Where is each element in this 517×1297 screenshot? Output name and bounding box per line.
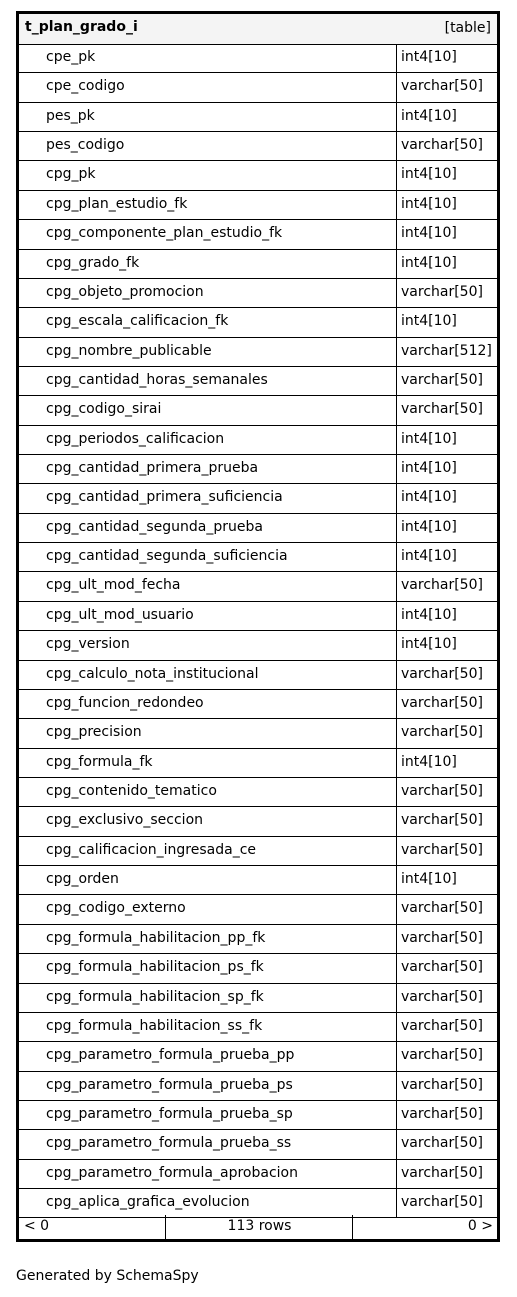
column-name: cpg_aplica_grafica_evolucion (46, 1194, 250, 1211)
column-type-cell (396, 1189, 497, 1217)
column-type: int4[10] (401, 107, 457, 124)
column-type: varchar[50] (401, 1105, 483, 1122)
column-type: varchar[50] (401, 694, 483, 711)
column-row (19, 44, 497, 73)
column-name: cpg_plan_estudio_fk (46, 195, 188, 212)
column-type-cell (396, 338, 497, 366)
column-type-cell (396, 1130, 497, 1158)
column-type-cell (396, 572, 497, 600)
column-row (19, 602, 497, 631)
column-row (19, 191, 497, 220)
column-type-cell (396, 103, 497, 131)
column-name: cpg_parametro_formula_prueba_sp (46, 1105, 293, 1122)
column-type-cell (396, 543, 497, 571)
column-type-cell (396, 161, 497, 189)
column-type: int4[10] (401, 753, 457, 770)
column-name: cpg_contenido_tematico (46, 783, 217, 799)
column-type: varchar[50] (401, 1164, 483, 1181)
column-type: varchar[50] (401, 724, 483, 741)
column-type-cell (396, 602, 497, 630)
column-name: pes_pk (46, 107, 95, 124)
column-type-cell (396, 690, 497, 718)
column-name: cpg_cantidad_segunda_suficiencia (46, 548, 288, 565)
column-row (19, 1189, 497, 1218)
column-name: cpg_exclusivo_seccion (46, 812, 204, 829)
column-name: cpg_codigo_sirai (46, 401, 162, 418)
column-type: varchar[50] (401, 1017, 483, 1034)
footer-children-count: 0 > (467, 1218, 493, 1234)
column-type: varchar[50] (401, 401, 483, 418)
column-type: varchar[50] (401, 812, 483, 829)
column-row (19, 895, 497, 924)
column-type-cell (396, 631, 497, 659)
column-row (19, 367, 497, 396)
column-type-cell (396, 807, 497, 835)
column-name: cpg_pk (46, 166, 96, 183)
column-name: cpg_nombre_publicable (46, 342, 212, 359)
column-type-cell (396, 455, 497, 483)
column-type: int4[10] (401, 225, 457, 242)
column-type-cell (396, 396, 497, 424)
column-type-cell (396, 954, 497, 982)
column-row (19, 514, 497, 543)
column-type: varchar[50] (401, 783, 483, 799)
table-node (16, 11, 500, 1242)
column-type: varchar[50] (401, 577, 483, 594)
column-name: cpg_formula_habilitacion_pp_fk (46, 929, 266, 946)
column-name: cpe_codigo (46, 78, 125, 95)
column-row (19, 1042, 497, 1071)
column-row (19, 396, 497, 425)
column-row (19, 279, 497, 308)
footer-parents-count: < 0 (24, 1218, 50, 1234)
column-type: int4[10] (401, 313, 457, 330)
column-row (19, 161, 497, 190)
column-row (19, 778, 497, 807)
column-type: varchar[50] (401, 988, 483, 1005)
column-name: cpg_periodos_calificacion (46, 430, 225, 447)
column-type-cell (396, 984, 497, 1012)
column-name: cpg_cantidad_segunda_prueba (46, 518, 263, 535)
column-type: int4[10] (401, 489, 457, 506)
column-type-cell (396, 1042, 497, 1070)
column-row (19, 543, 497, 572)
column-type: varchar[50] (401, 1047, 483, 1064)
column-row (19, 1013, 497, 1042)
column-type: varchar[50] (401, 841, 483, 858)
column-type: int4[10] (401, 195, 457, 212)
column-name: cpg_parametro_formula_aprobacion (46, 1164, 298, 1181)
column-type-cell (396, 837, 497, 865)
column-name: cpg_cantidad_horas_semanales (46, 371, 268, 388)
column-name: cpg_parametro_formula_prueba_ss (46, 1135, 292, 1152)
column-name: cpg_codigo_externo (46, 900, 186, 917)
column-type: varchar[50] (401, 137, 483, 154)
table-name: t_plan_grado_i (25, 19, 138, 35)
column-row (19, 749, 497, 778)
column-type: varchar[50] (401, 959, 483, 976)
column-name: cpg_ult_mod_usuario (46, 606, 194, 623)
column-type-cell (396, 1160, 497, 1188)
column-type-cell (396, 484, 497, 512)
column-row (19, 631, 497, 660)
footer-children-cell (353, 1215, 497, 1239)
column-type: varchar[50] (401, 1076, 483, 1093)
column-type: varchar[50] (401, 78, 483, 95)
column-row (19, 338, 497, 367)
column-type: int4[10] (401, 254, 457, 271)
column-row (19, 250, 497, 279)
column-row (19, 925, 497, 954)
column-name: pes_codigo (46, 137, 125, 154)
column-row (19, 484, 497, 513)
column-name: cpg_parametro_formula_prueba_ps (46, 1076, 293, 1093)
column-type-cell (396, 220, 497, 248)
column-row (19, 954, 497, 983)
column-row (19, 220, 497, 249)
table-kind: [table] (444, 20, 491, 36)
column-row (19, 1072, 497, 1101)
column-name: cpe_pk (46, 49, 96, 65)
column-row (19, 719, 497, 748)
column-type: int4[10] (401, 49, 457, 65)
column-row (19, 308, 497, 337)
column-row (19, 455, 497, 484)
column-row (19, 984, 497, 1013)
column-type: int4[10] (401, 871, 457, 888)
column-type: varchar[512] (401, 342, 492, 359)
column-row (19, 837, 497, 866)
column-row (19, 1101, 497, 1130)
column-type-cell (396, 367, 497, 395)
column-name: cpg_formula_habilitacion_ss_fk (46, 1017, 263, 1034)
column-name: cpg_version (46, 636, 130, 653)
column-type: int4[10] (401, 166, 457, 183)
column-type-cell (396, 778, 497, 806)
column-type: varchar[50] (401, 900, 483, 917)
column-row (19, 132, 497, 161)
column-row (19, 1160, 497, 1189)
column-row (19, 426, 497, 455)
column-name: cpg_precision (46, 724, 142, 741)
column-type-cell (396, 44, 497, 72)
column-name: cpg_formula_habilitacion_ps_fk (46, 959, 264, 976)
column-type: int4[10] (401, 518, 457, 535)
column-row (19, 866, 497, 895)
column-type-cell (396, 895, 497, 923)
column-type: varchar[50] (401, 1194, 483, 1211)
column-type: varchar[50] (401, 371, 483, 388)
column-name: cpg_parametro_formula_prueba_pp (46, 1047, 295, 1064)
footer-parents-cell (19, 1215, 166, 1239)
column-name: cpg_cantidad_primera_prueba (46, 460, 259, 477)
column-type: int4[10] (401, 548, 457, 565)
column-name: cpg_funcion_redondeo (46, 694, 204, 711)
column-type-cell (396, 866, 497, 894)
column-type: varchar[50] (401, 283, 483, 300)
column-type: int4[10] (401, 430, 457, 447)
column-type-cell (396, 132, 497, 160)
column-type-cell (396, 73, 497, 101)
column-type: int4[10] (401, 460, 457, 477)
generated-by-note: Generated by SchemaSpy (16, 1268, 199, 1284)
column-row (19, 807, 497, 836)
column-type-cell (396, 191, 497, 219)
column-row (19, 73, 497, 102)
column-row (19, 661, 497, 690)
table-header (19, 14, 497, 45)
column-name: cpg_ult_mod_fecha (46, 577, 181, 594)
column-type: varchar[50] (401, 929, 483, 946)
column-name: cpg_grado_fk (46, 254, 140, 271)
column-type-cell (396, 514, 497, 542)
column-type-cell (396, 661, 497, 689)
column-name: cpg_calculo_nota_institucional (46, 665, 259, 682)
column-type-cell (396, 749, 497, 777)
column-type-cell (396, 1013, 497, 1041)
column-name: cpg_formula_fk (46, 753, 153, 770)
column-row (19, 103, 497, 132)
column-type: varchar[50] (401, 1135, 483, 1152)
column-name: cpg_calificacion_ingresada_ce (46, 841, 257, 858)
column-type-cell (396, 925, 497, 953)
column-row (19, 1130, 497, 1159)
footer-rows-cell (166, 1215, 353, 1239)
column-type-cell (396, 308, 497, 336)
column-row (19, 572, 497, 601)
column-name: cpg_objeto_promocion (46, 283, 204, 300)
column-name: cpg_cantidad_primera_suficiencia (46, 489, 283, 506)
column-type: int4[10] (401, 606, 457, 623)
column-type-cell (396, 719, 497, 747)
column-type-cell (396, 1101, 497, 1129)
column-name: cpg_escala_calificacion_fk (46, 313, 229, 330)
column-name: cpg_componente_plan_estudio_fk (46, 225, 283, 242)
column-name: cpg_orden (46, 871, 119, 888)
column-type: int4[10] (401, 636, 457, 653)
column-type-cell (396, 1072, 497, 1100)
column-row (19, 690, 497, 719)
column-name: cpg_formula_habilitacion_sp_fk (46, 988, 264, 1005)
footer-row-count: 113 rows (227, 1218, 292, 1234)
column-type-cell (396, 426, 497, 454)
column-type: varchar[50] (401, 665, 483, 682)
table-footer (19, 1215, 497, 1239)
column-type-cell (396, 279, 497, 307)
column-type-cell (396, 250, 497, 278)
